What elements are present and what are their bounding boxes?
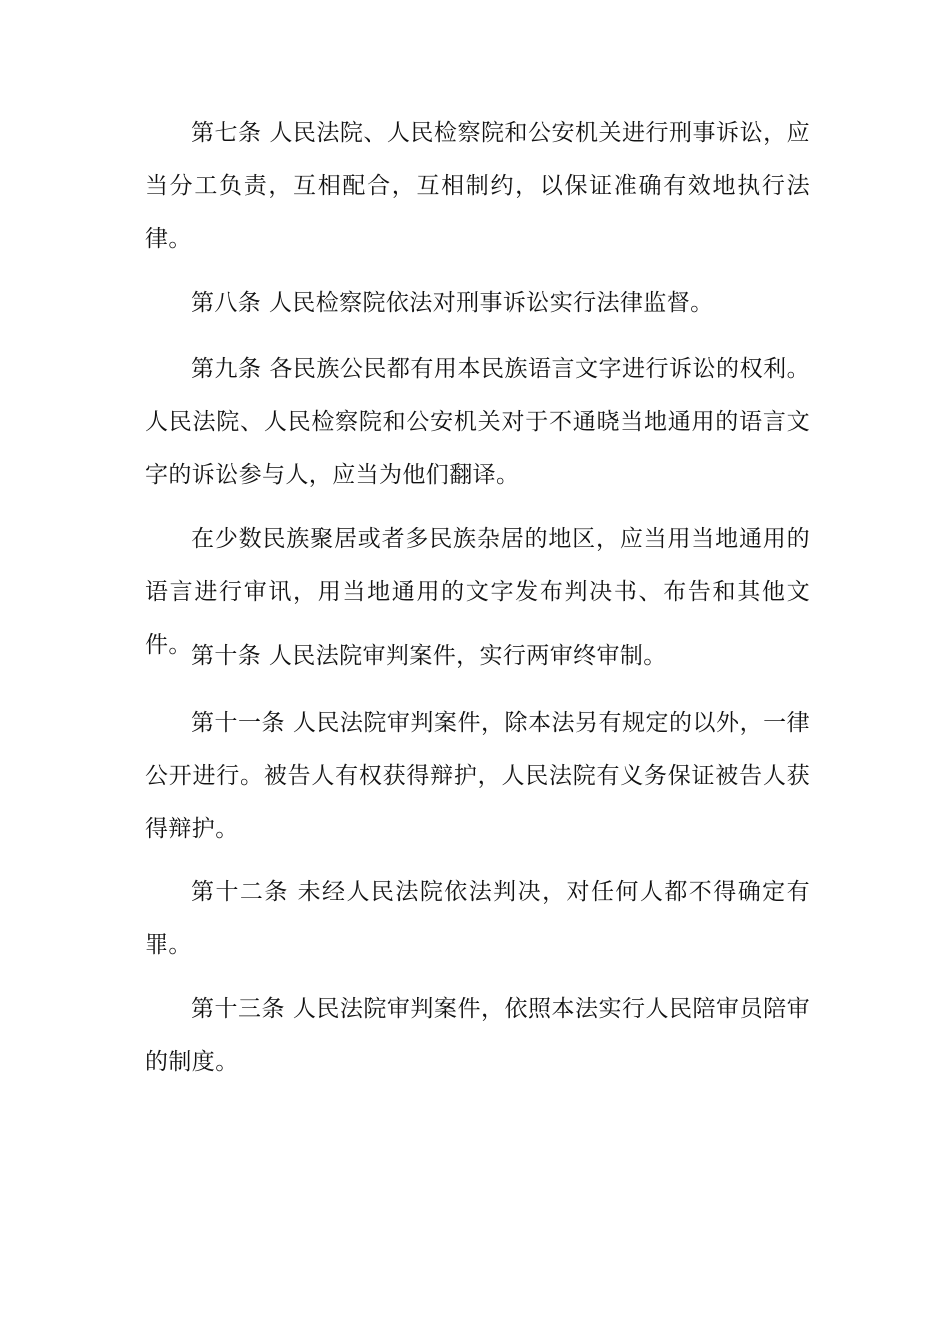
paragraph-article-13: 第十三条 人民法院审判案件，依照本法实行人民陪审员陪审的制度。 [145,996,810,1075]
paragraph-article-11: 第十一条 人民法院审判案件，除本法另有规定的以外，一律公开进行。被告人有权获得辩护，人民法院有义务保证被告人获得辩护。 [145,710,810,842]
paragraph-article-12: 第十二条 未经人民法院依法判决，对任何人都不得确定有罪。 [145,879,810,958]
paragraph-article-9-part-2: 在少数民族聚居或者多民族杂居的地区，应当用当地通用的语言进行审讯，用当地通用的文字发布判决书、布告和其他文件。 [145,526,810,658]
paragraph-article-7: 第七条 人民法院、人民检察院和公安机关进行刑事诉讼，应当分工负责，互相配合，互相制约，以保证准确有效地执行法律。 [145,120,810,252]
paragraph-article-10: 第十条 人民法院审判案件，实行两审终审制。 [191,643,667,669]
paragraph-article-9: 第九条 各民族公民都有用本民族语言文字进行诉讼的权利。人民法院、人民检察院和公安机关对于不通晓当地通用的语言文字的诉讼参与人，应当为他们翻译。 [145,356,810,488]
paragraph-article-8: 第八条 人民检察院依法对刑事诉讼实行法律监督。 [191,290,714,316]
